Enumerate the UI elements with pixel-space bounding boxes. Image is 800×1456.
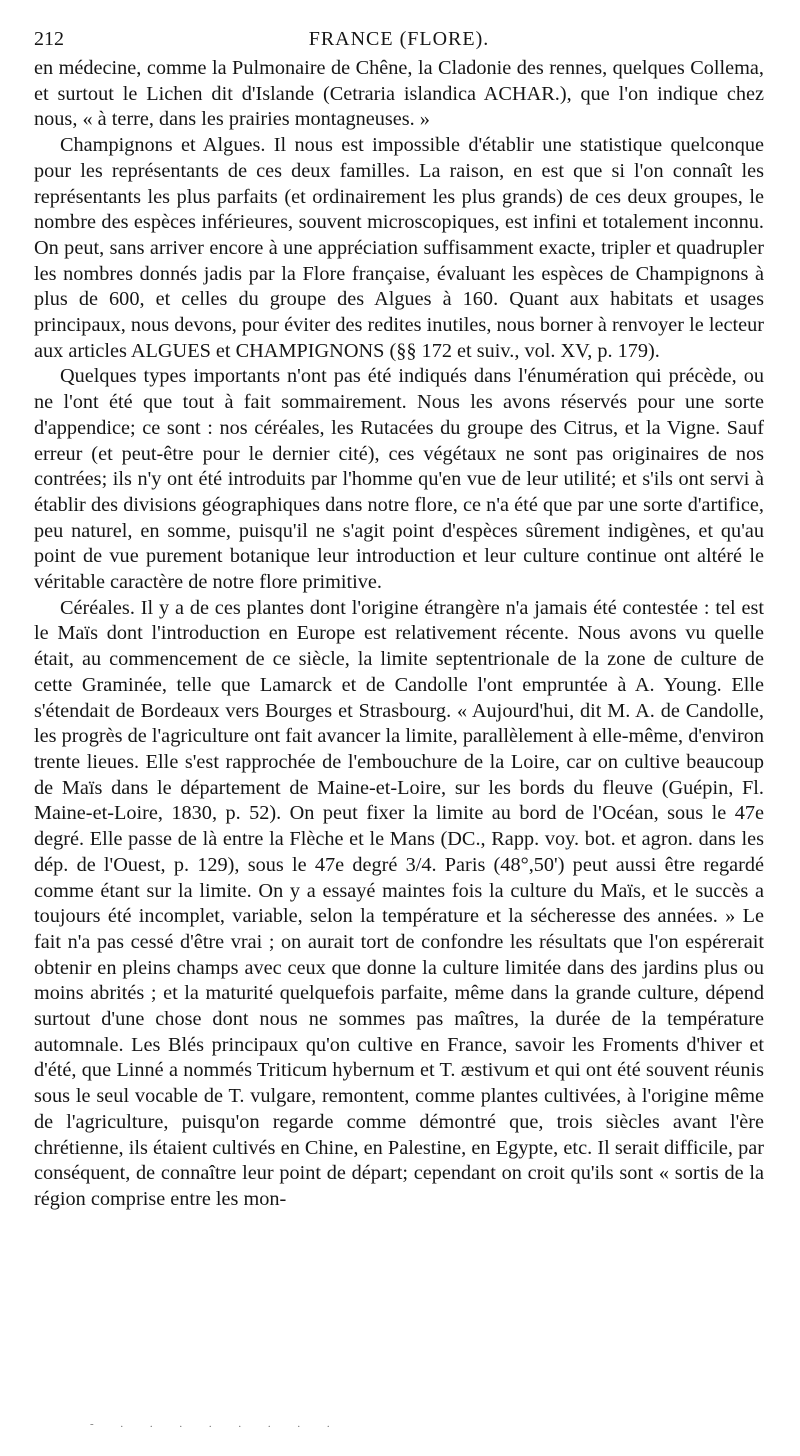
footer-print-marks: - . . . . . . . . [90, 1418, 342, 1428]
body-text [34, 56, 764, 1213]
running-title: FRANCE (FLORE). [308, 28, 490, 50]
page-header [34, 22, 764, 50]
paragraph-cereales: Céréales. Il y a de ces plantes dont l'origine étrangère n'a jamais été contestée : tel est le Maïs dont l'introduction en Europe est relativement récente. Nous avons vu quelle était, au commencement de ce siècle, la limite septentrionale de la zone de culture de cette Graminée, telle que Lamarck et de Candolle l'ont empruntée à A. Young. Elle s'étendait de Bordeaux vers Bourges et Strasbourg. « Aujourd'hui, dit M. A. de Candolle, les progrès de l'agriculture ont fait avancer la limite, parallèlement à elle-même, d'environ trente lieues. Elle s'est rapprochée de l'embouchure de la Loire, car on cultive beaucoup de Maïs dans le département de Maine-et-Loire, sur les bords du fleuve (Guépin, Fl. Maine-et-Loire, 1830, p. 52). On peut fixer la limite au bord de l'Océan, sous le 47e degré. Elle passe de là entre la Flèche et le Mans (DC., Rapp. voy. bot. et agron. dans les dép. de l'Ouest, p. 129), sous le 47e degré 3/4. Paris (48°,50') peut aussi être regardé comme étant sur la limite. On y a essayé maintes fois la culture du Maïs, et le succès a toujours été incomplet, variable, selon la température et la sécheresse des années. » Le fait n'a pas cessé d'être vrai ; on aurait tort de confondre les résultats que l'on espérerait obtenir en pleins champs avec ceux que donne la culture limitée dans des jardins plus ou moins abrités ; et la maturité quelquefois parfaite, même dans la grande culture, dépend surtout d'une chose dont nous ne sommes pas maîtres, la durée de la température automnale. Les Blés principaux qu'on cultive en France, savoir les Froments d'hiver et d'été, que Linné a nommés Triticum hybernum et T. æstivum et qui ont été souvent réunis sous le seul vocable de T. vulgare, remontent, comme plantes cultivées, à l'origine même de l'agriculture, puisqu'on regarde comme démontré que, trois siècles avant l'ère chrétienne, ils étaient cultivés en Chine, en Palestine, en Egypte, etc. Il serait difficile, par conséquent, de connaître leur point de départ; cependant on croit qu'ils sont « sortis de la région comprise entre les mon- [34, 596, 764, 1210]
paragraph-champignons-algues: Champignons et Algues. Il nous est impossible d'établir une statistique quelconque pour les représentants de ces deux familles. La raison, en est que si l'on connaît les représentants les plus parfaits (et ordinairement les plus grands) de ces deux groupes, le nombre des espèces inférieures, souvent microscopiques, est infini et totalement inconnu. On peut, sans arriver encore à une appréciation suffisamment exacte, tripler et quadrupler les nombres donnés jadis par la Flore française, évaluant les espèces de Champignons à plus de 600, et celles du groupe des Algues à 160. Quant aux habitats et usages principaux, nous devons, pour éviter des redites inutiles, nous borner à renvoyer le lecteur aux articles ALGUES et CHAMPIGNONS (§§ 172 et suiv., vol. XV, p. 179). [34, 134, 764, 362]
paragraph-lichens: en médecine, comme la Pulmonaire de Chêne, la Cladonie des rennes, quelques Collema, et surtout le Lichen dit d'Islande (Cetraria islandica ACHAR.), que l'on indique chez nous, « à terre, dans les prairies montagneuses. » [34, 57, 764, 131]
page-number: 212 [34, 28, 64, 50]
paragraph-types-importants: Quelques types importants n'ont pas été indiqués dans l'énumération qui précède, ou ne l'ont été que tout à fait sommairement. Nous les avons réservés pour une sorte d'appendice; ce sont : nos céréales, les Rutacées du groupe des Citrus, et la Vigne. Sauf erreur (et peut-être pour le dernier cité), ces végétaux ne sont pas originaires de nos contrées; ils n'y ont été introduits par l'homme qu'en vue de leur utilité; et s'ils ont servi à établir des divisions géographiques dans notre flore, ce n'a été que par une sorte d'artifice, peu naturel, en somme, puisqu'il ne s'agit point d'espèces sûrement indigènes, et qu'au point de vue purement botanique leur introduction et leur culture continue ont altéré le véritable caractère de notre flore primitive. [34, 365, 764, 594]
